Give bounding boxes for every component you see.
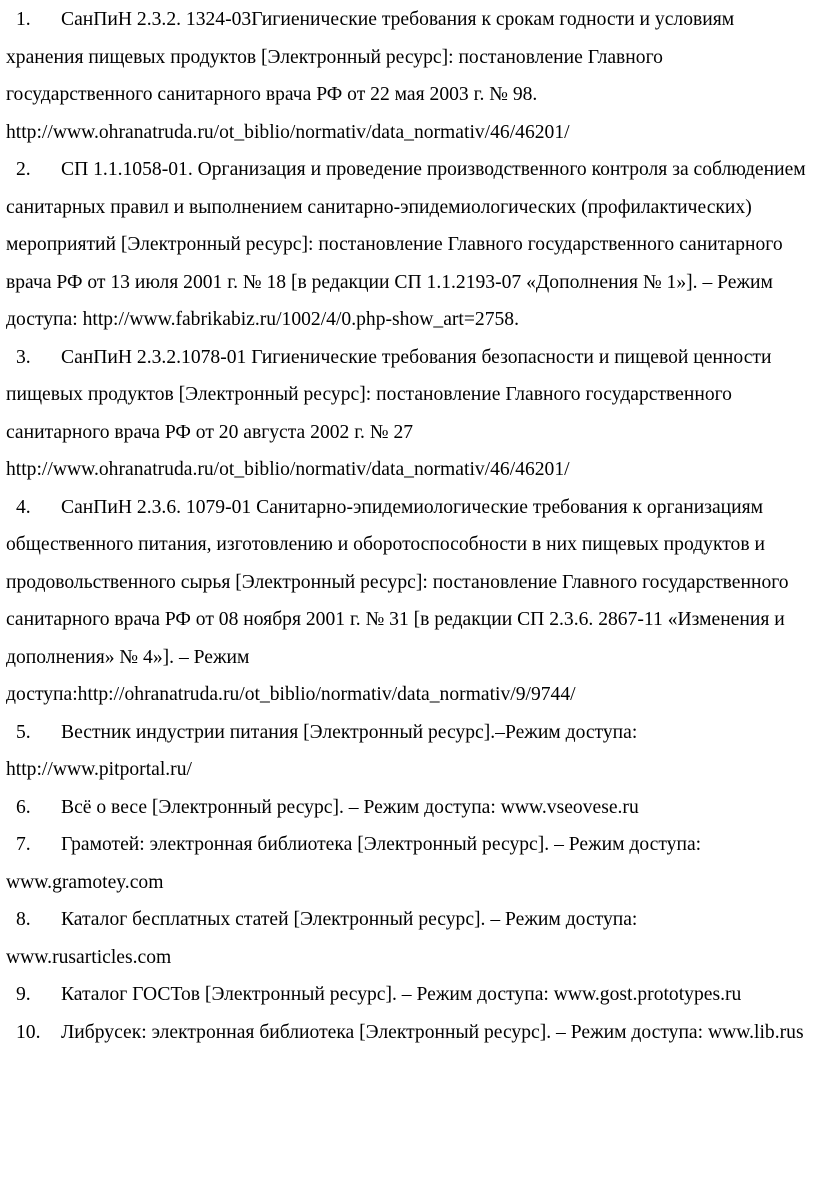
reference-text: Каталог бесплатных статей [Электронный ресурс]. – Режим доступа: www.rusarticles.com (6, 909, 638, 968)
reference-number: 2. (16, 159, 31, 180)
reference-number: 9. (16, 984, 31, 1005)
reference-number: 10. (16, 1021, 41, 1043)
reference-text: Каталог ГОСТов [Электронный ресурс]. – Режим доступа: www.gost.prototypes.ru (61, 984, 742, 1005)
reference-item-4 (6, 489, 806, 714)
reference-item-8 (6, 901, 806, 976)
reference-item-10 (6, 1014, 806, 1052)
reference-text: СанПиН 2.3.2.1078-01 Гигиенические требования безопасности и пищевой ценности пищевых продуктов [Электронный ресурс]: постановление Главного государственного санитарного врача РФ от 20 августа 2002 г. № 27 http://www.ohranatruda.ru/ot_biblio/normativ/data_normativ/46/46201/ (6, 346, 772, 480)
reference-item-7 (6, 826, 806, 901)
reference-list (6, 0, 806, 1051)
reference-item-3 (6, 339, 806, 489)
reference-text: Грамотей: электронная библиотека [Электронный ресурс]. – Режим доступа: www.gramotey.com (6, 834, 702, 893)
reference-item-1 (6, 1, 806, 151)
reference-number: 8. (16, 909, 31, 930)
reference-number: 6. (16, 796, 31, 818)
reference-text: Всё о весе [Электронный ресурс]. – Режим доступа: www.vseovese.ru (61, 796, 639, 818)
reference-text: СанПиН 2.3.2. 1324-03Гигиенические требования к срокам годности и условиям хранения пищевых продуктов [Электронный ресурс]: постановление Главного государственного санитарного врача РФ от 22 мая 2003 г. № 98. http://www.ohranatruda.ru/ot_biblio/normativ/data_normativ/46/46201/ (6, 9, 735, 143)
reference-text: Вестник индустрии питания [Электронный ресурс].–Режим доступа: http://www.pitportal.ru/ (6, 721, 638, 780)
reference-item-2 (6, 151, 806, 339)
reference-item-5 (6, 714, 806, 789)
reference-item-9 (6, 976, 806, 1014)
reference-text: Либрусек: электронная библиотека [Электронный ресурс]. – Режим доступа: www.lib.rus (61, 1021, 804, 1043)
reference-number: 4. (16, 496, 31, 518)
reference-text: СП 1.1.1058-01. Организация и проведение производственного контроля за соблюдением санитарных правил и выполнением санитарно-эпидемиологических (профилактических) мероприятий [Электронный ресурс]: постановление Главного государственного санитарного врача РФ от 13 июля 2001 г. № 18 [в редакции СП 1.1.2193-07 «Дополнения № 1»]. – Режим доступа: http://www.fabrikabiz.ru/1002/4/0.php-show_art=2758. (6, 159, 806, 330)
reference-number: 7. (16, 834, 31, 855)
reference-text: СанПиН 2.3.6. 1079-01 Санитарно-эпидемиологические требования к организациям общественного питания, изготовлению и оборотоспособности в них пищевых продуктов и продовольственного сырья [Электронный ресурс]: постановление Главного государственного санитарного врача РФ от 08 ноября 2001 г. № 31 [в редакции СП 2.3.6. 2867-11 «Изменения и дополнения» № 4»]. – Режим доступа:http://ohranatruda.ru/ot_biblio/normativ/data_normativ/9/9744/ (6, 496, 789, 705)
reference-number: 1. (16, 9, 31, 30)
reference-item-6 (6, 789, 806, 827)
reference-number: 5. (16, 721, 31, 743)
reference-number: 3. (16, 346, 31, 368)
